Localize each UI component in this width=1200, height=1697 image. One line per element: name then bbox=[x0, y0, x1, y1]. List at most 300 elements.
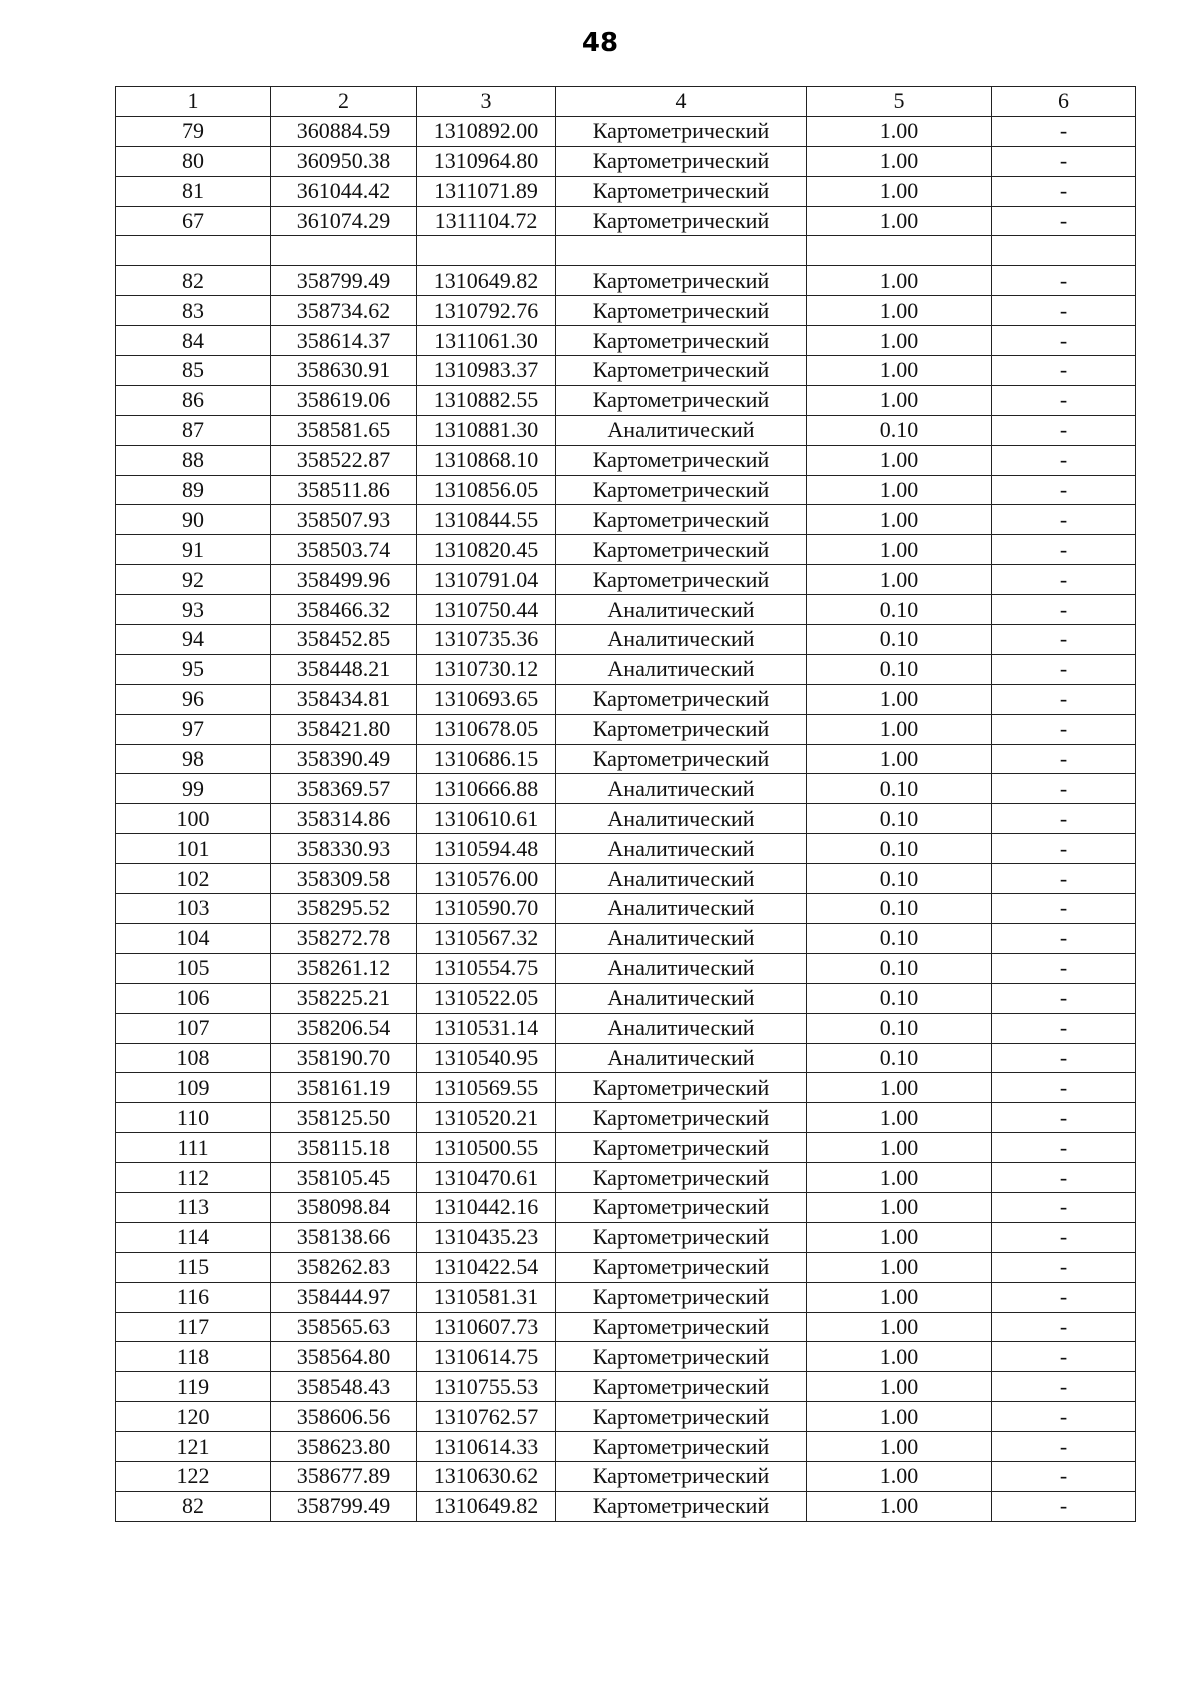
table-cell: 1.00 bbox=[807, 1073, 992, 1103]
table-cell: 1.00 bbox=[807, 535, 992, 565]
table-cell: 116 bbox=[116, 1282, 271, 1312]
table-cell: Картометрический bbox=[556, 1163, 807, 1193]
table-cell: 1.00 bbox=[807, 1342, 992, 1372]
table-row bbox=[116, 385, 1136, 415]
table-cell: Картометрический bbox=[556, 505, 807, 535]
table-cell: 106 bbox=[116, 983, 271, 1013]
table-cell: Аналитический bbox=[556, 654, 807, 684]
table-cell: Картометрический bbox=[556, 744, 807, 774]
table-cell: 1310522.05 bbox=[417, 983, 556, 1013]
table-cell: 111 bbox=[116, 1133, 271, 1163]
table-cell: Картометрический bbox=[556, 296, 807, 326]
table-cell: 1310762.57 bbox=[417, 1402, 556, 1432]
table-row bbox=[116, 684, 1136, 714]
table-cell: 358507.93 bbox=[271, 505, 417, 535]
table-cell: 1.00 bbox=[807, 206, 992, 236]
table-cell: - bbox=[992, 1402, 1136, 1432]
table-cell: 1310983.37 bbox=[417, 356, 556, 386]
table-cell: 119 bbox=[116, 1372, 271, 1402]
table-cell: 1310730.12 bbox=[417, 654, 556, 684]
table-cell: 0.10 bbox=[807, 625, 992, 655]
table-cell: 1.00 bbox=[807, 385, 992, 415]
table-row bbox=[116, 505, 1136, 535]
table-cell: 358369.57 bbox=[271, 774, 417, 804]
table-cell: 113 bbox=[116, 1192, 271, 1222]
table-row bbox=[116, 176, 1136, 206]
table-cell: 360950.38 bbox=[271, 146, 417, 176]
table-cell: 361074.29 bbox=[271, 206, 417, 236]
table-cell: - bbox=[992, 1013, 1136, 1043]
table-cell: 0.10 bbox=[807, 834, 992, 864]
table-cell: 1310581.31 bbox=[417, 1282, 556, 1312]
header-cell: 6 bbox=[992, 87, 1136, 117]
table-cell: 79 bbox=[116, 116, 271, 146]
table-row bbox=[116, 1192, 1136, 1222]
table-cell: 99 bbox=[116, 774, 271, 804]
table-row bbox=[116, 236, 1136, 266]
table-cell: 1310735.36 bbox=[417, 625, 556, 655]
table-cell: 89 bbox=[116, 475, 271, 505]
table-cell: 0.10 bbox=[807, 1013, 992, 1043]
table-cell: - bbox=[992, 116, 1136, 146]
table-row bbox=[116, 1133, 1136, 1163]
table-cell: 358452.85 bbox=[271, 625, 417, 655]
table-cell: 358466.32 bbox=[271, 595, 417, 625]
table-cell: Картометрический bbox=[556, 1402, 807, 1432]
table-cell: 118 bbox=[116, 1342, 271, 1372]
table-row bbox=[116, 625, 1136, 655]
table-row bbox=[116, 1402, 1136, 1432]
table-cell: 1310614.33 bbox=[417, 1432, 556, 1462]
table-cell: Картометрический bbox=[556, 1192, 807, 1222]
table-cell: - bbox=[992, 1163, 1136, 1193]
table-cell: - bbox=[992, 1073, 1136, 1103]
table-cell: 88 bbox=[116, 445, 271, 475]
table-cell: - bbox=[992, 176, 1136, 206]
table-cell: - bbox=[992, 1043, 1136, 1073]
table-cell: Аналитический bbox=[556, 804, 807, 834]
table-cell: 114 bbox=[116, 1222, 271, 1252]
table-cell: 358619.06 bbox=[271, 385, 417, 415]
table-cell: 360884.59 bbox=[271, 116, 417, 146]
table-row bbox=[116, 1461, 1136, 1491]
table-row bbox=[116, 744, 1136, 774]
table-cell: - bbox=[992, 625, 1136, 655]
table-cell: 83 bbox=[116, 296, 271, 326]
table-cell: 97 bbox=[116, 714, 271, 744]
table-cell: 358115.18 bbox=[271, 1133, 417, 1163]
table-cell bbox=[992, 236, 1136, 266]
table-cell: - bbox=[992, 296, 1136, 326]
table-cell: 1.00 bbox=[807, 1192, 992, 1222]
table-cell: 1310540.95 bbox=[417, 1043, 556, 1073]
table-cell: Аналитический bbox=[556, 1013, 807, 1043]
table-cell: 0.10 bbox=[807, 894, 992, 924]
table-cell: Картометрический bbox=[556, 1491, 807, 1521]
table-cell: 358799.49 bbox=[271, 266, 417, 296]
table-cell: 1310792.76 bbox=[417, 296, 556, 326]
table-cell: Картометрический bbox=[556, 385, 807, 415]
table-cell: Аналитический bbox=[556, 625, 807, 655]
table-cell: 358206.54 bbox=[271, 1013, 417, 1043]
table-cell: Картометрический bbox=[556, 176, 807, 206]
table-row bbox=[116, 1372, 1136, 1402]
table-cell: - bbox=[992, 923, 1136, 953]
table-row bbox=[116, 864, 1136, 894]
table-cell: Аналитический bbox=[556, 923, 807, 953]
table-cell: Картометрический bbox=[556, 1312, 807, 1342]
table-cell: 1310791.04 bbox=[417, 565, 556, 595]
header-cell: 4 bbox=[556, 87, 807, 117]
table-row bbox=[116, 1252, 1136, 1282]
table-cell: Картометрический bbox=[556, 1372, 807, 1402]
table-row bbox=[116, 834, 1136, 864]
table-cell: - bbox=[992, 595, 1136, 625]
table-cell: 1.00 bbox=[807, 116, 992, 146]
table-cell: Картометрический bbox=[556, 1282, 807, 1312]
table-cell: Картометрический bbox=[556, 1461, 807, 1491]
table-cell: 358630.91 bbox=[271, 356, 417, 386]
table-cell: - bbox=[992, 565, 1136, 595]
table-cell: - bbox=[992, 356, 1136, 386]
table-cell: 1.00 bbox=[807, 326, 992, 356]
table-cell: 358190.70 bbox=[271, 1043, 417, 1073]
table-cell: Картометрический bbox=[556, 1252, 807, 1282]
table-cell: 100 bbox=[116, 804, 271, 834]
table-cell: 1.00 bbox=[807, 176, 992, 206]
table-row bbox=[116, 326, 1136, 356]
table-cell: 1.00 bbox=[807, 356, 992, 386]
table-cell: 1310435.23 bbox=[417, 1222, 556, 1252]
table-cell: 1.00 bbox=[807, 1402, 992, 1432]
table-cell: 94 bbox=[116, 625, 271, 655]
table-cell: Аналитический bbox=[556, 983, 807, 1013]
table-cell: 1.00 bbox=[807, 1432, 992, 1462]
table-cell: 1.00 bbox=[807, 1222, 992, 1252]
table-cell: 1.00 bbox=[807, 1252, 992, 1282]
table-row bbox=[116, 983, 1136, 1013]
table-cell: 358434.81 bbox=[271, 684, 417, 714]
table-row bbox=[116, 445, 1136, 475]
table-row bbox=[116, 146, 1136, 176]
table-cell: 1.00 bbox=[807, 1282, 992, 1312]
table-cell: 1.00 bbox=[807, 296, 992, 326]
table-cell: 358499.96 bbox=[271, 565, 417, 595]
table-cell: Картометрический bbox=[556, 146, 807, 176]
table-row bbox=[116, 1282, 1136, 1312]
table-cell: 1311071.89 bbox=[417, 176, 556, 206]
table-cell: Картометрический bbox=[556, 1432, 807, 1462]
table-cell: 358799.49 bbox=[271, 1491, 417, 1521]
table-cell: 96 bbox=[116, 684, 271, 714]
table-cell: 1310569.55 bbox=[417, 1073, 556, 1103]
table-cell: 86 bbox=[116, 385, 271, 415]
table-cell: 1310554.75 bbox=[417, 953, 556, 983]
table-cell: 120 bbox=[116, 1402, 271, 1432]
table-cell: 81 bbox=[116, 176, 271, 206]
table-cell: 103 bbox=[116, 894, 271, 924]
table-cell: 1310649.82 bbox=[417, 266, 556, 296]
table-cell: 1310693.65 bbox=[417, 684, 556, 714]
table-cell: 110 bbox=[116, 1103, 271, 1133]
table-cell: Картометрический bbox=[556, 1073, 807, 1103]
header-row bbox=[116, 87, 1136, 117]
table-cell: 1.00 bbox=[807, 505, 992, 535]
table-cell: - bbox=[992, 744, 1136, 774]
table-row bbox=[116, 206, 1136, 236]
table-cell: 358564.80 bbox=[271, 1342, 417, 1372]
table-cell: 1310881.30 bbox=[417, 415, 556, 445]
table-cell: 1310882.55 bbox=[417, 385, 556, 415]
header-cell: 3 bbox=[417, 87, 556, 117]
table-row bbox=[116, 475, 1136, 505]
table-cell bbox=[417, 236, 556, 266]
table-cell: 361044.42 bbox=[271, 176, 417, 206]
table-cell: Картометрический bbox=[556, 206, 807, 236]
table-cell: - bbox=[992, 894, 1136, 924]
table-cell: 358511.86 bbox=[271, 475, 417, 505]
table-cell: - bbox=[992, 1461, 1136, 1491]
table-cell: 1310607.73 bbox=[417, 1312, 556, 1342]
table-cell: 358421.80 bbox=[271, 714, 417, 744]
table-cell: - bbox=[992, 445, 1136, 475]
table-cell: - bbox=[992, 953, 1136, 983]
table-cell: 84 bbox=[116, 326, 271, 356]
table-cell: Картометрический bbox=[556, 1342, 807, 1372]
table-cell: Картометрический bbox=[556, 475, 807, 505]
table-row bbox=[116, 535, 1136, 565]
table-cell: Картометрический bbox=[556, 1222, 807, 1252]
table-cell: 1310470.61 bbox=[417, 1163, 556, 1193]
table-row bbox=[116, 1043, 1136, 1073]
table-cell: 1310442.16 bbox=[417, 1192, 556, 1222]
table-cell: 85 bbox=[116, 356, 271, 386]
table-row bbox=[116, 296, 1136, 326]
table-row bbox=[116, 415, 1136, 445]
table-cell: - bbox=[992, 146, 1136, 176]
table-cell: 358606.56 bbox=[271, 1402, 417, 1432]
table-cell: 1310750.44 bbox=[417, 595, 556, 625]
table-cell: - bbox=[992, 505, 1136, 535]
table-cell: - bbox=[992, 983, 1136, 1013]
table-cell: 1310422.54 bbox=[417, 1252, 556, 1282]
table-cell: 122 bbox=[116, 1461, 271, 1491]
table-cell: 1.00 bbox=[807, 146, 992, 176]
table-cell: 91 bbox=[116, 535, 271, 565]
table-cell: 1.00 bbox=[807, 1103, 992, 1133]
table-row bbox=[116, 714, 1136, 744]
table-cell: 0.10 bbox=[807, 804, 992, 834]
table-cell: 1.00 bbox=[807, 1133, 992, 1163]
table-row bbox=[116, 953, 1136, 983]
table-cell: 1310614.75 bbox=[417, 1342, 556, 1372]
table-row bbox=[116, 1432, 1136, 1462]
table-cell: 1310590.70 bbox=[417, 894, 556, 924]
table-cell: 1310630.62 bbox=[417, 1461, 556, 1491]
table-cell: 0.10 bbox=[807, 923, 992, 953]
table-cell bbox=[807, 236, 992, 266]
table-cell: 1310964.80 bbox=[417, 146, 556, 176]
table-cell: - bbox=[992, 654, 1136, 684]
table-cell: 358105.45 bbox=[271, 1163, 417, 1193]
table-cell: - bbox=[992, 1491, 1136, 1521]
table-cell: - bbox=[992, 475, 1136, 505]
table-cell: 358677.89 bbox=[271, 1461, 417, 1491]
table-cell: 358138.66 bbox=[271, 1222, 417, 1252]
table-cell: 1.00 bbox=[807, 684, 992, 714]
table-cell: 358098.84 bbox=[271, 1192, 417, 1222]
table-cell: 358565.63 bbox=[271, 1312, 417, 1342]
table-cell: Аналитический bbox=[556, 774, 807, 804]
table-cell: 104 bbox=[116, 923, 271, 953]
table-cell: 1.00 bbox=[807, 266, 992, 296]
header-cell: 1 bbox=[116, 87, 271, 117]
table-row bbox=[116, 1342, 1136, 1372]
table-cell: Аналитический bbox=[556, 953, 807, 983]
table-cell: Картометрический bbox=[556, 326, 807, 356]
table-cell: - bbox=[992, 1222, 1136, 1252]
table-cell: - bbox=[992, 415, 1136, 445]
table-cell: - bbox=[992, 385, 1136, 415]
table-cell: 1.00 bbox=[807, 565, 992, 595]
table-row bbox=[116, 1073, 1136, 1103]
table-cell: 107 bbox=[116, 1013, 271, 1043]
table-cell: - bbox=[992, 1312, 1136, 1342]
table-cell: 80 bbox=[116, 146, 271, 176]
table-cell: - bbox=[992, 834, 1136, 864]
table-cell: 117 bbox=[116, 1312, 271, 1342]
table-cell: 1.00 bbox=[807, 1372, 992, 1402]
table-cell: Аналитический bbox=[556, 1043, 807, 1073]
page-number: 48 bbox=[581, 28, 619, 58]
table-cell: 108 bbox=[116, 1043, 271, 1073]
table-cell: Картометрический bbox=[556, 714, 807, 744]
table-cell: 112 bbox=[116, 1163, 271, 1193]
table-cell bbox=[556, 236, 807, 266]
table-cell: 1.00 bbox=[807, 744, 992, 774]
table-row bbox=[116, 266, 1136, 296]
table-cell: 1311061.30 bbox=[417, 326, 556, 356]
table-cell: - bbox=[992, 1342, 1136, 1372]
table-cell: Картометрический bbox=[556, 1103, 807, 1133]
table-row bbox=[116, 774, 1136, 804]
table-cell: 1310892.00 bbox=[417, 116, 556, 146]
table-cell: 1310755.53 bbox=[417, 1372, 556, 1402]
table-cell: 1.00 bbox=[807, 475, 992, 505]
table-cell bbox=[271, 236, 417, 266]
table-cell: 1310649.82 bbox=[417, 1491, 556, 1521]
table-cell: - bbox=[992, 684, 1136, 714]
table-row bbox=[116, 1491, 1136, 1521]
table-cell: Картометрический bbox=[556, 445, 807, 475]
table-row bbox=[116, 116, 1136, 146]
table-cell: - bbox=[992, 535, 1136, 565]
table-row bbox=[116, 1222, 1136, 1252]
table-cell: 1310500.55 bbox=[417, 1133, 556, 1163]
table-cell: 0.10 bbox=[807, 953, 992, 983]
table-cell: 358330.93 bbox=[271, 834, 417, 864]
table-row bbox=[116, 654, 1136, 684]
table-body bbox=[116, 116, 1136, 1521]
table-cell: - bbox=[992, 1372, 1136, 1402]
table-cell: 358522.87 bbox=[271, 445, 417, 475]
table-cell: 105 bbox=[116, 953, 271, 983]
table-cell: 358261.12 bbox=[271, 953, 417, 983]
table-cell: 0.10 bbox=[807, 595, 992, 625]
table-cell: Картометрический bbox=[556, 684, 807, 714]
table-row bbox=[116, 1312, 1136, 1342]
table-cell: - bbox=[992, 1432, 1136, 1462]
table-cell: 358448.21 bbox=[271, 654, 417, 684]
table-cell: 1310610.61 bbox=[417, 804, 556, 834]
table-row bbox=[116, 565, 1136, 595]
table-cell: 87 bbox=[116, 415, 271, 445]
table-cell: 358614.37 bbox=[271, 326, 417, 356]
table-cell: - bbox=[992, 266, 1136, 296]
table-cell: 90 bbox=[116, 505, 271, 535]
table-cell: 358272.78 bbox=[271, 923, 417, 953]
table-cell: 1310678.05 bbox=[417, 714, 556, 744]
table-cell: Аналитический bbox=[556, 415, 807, 445]
table-cell: Картометрический bbox=[556, 1133, 807, 1163]
table-cell: Картометрический bbox=[556, 116, 807, 146]
table-cell: 358309.58 bbox=[271, 864, 417, 894]
table-cell: Картометрический bbox=[556, 565, 807, 595]
table-cell: Аналитический bbox=[556, 595, 807, 625]
table-cell: 1.00 bbox=[807, 714, 992, 744]
table-cell: 1.00 bbox=[807, 445, 992, 475]
table-cell: 93 bbox=[116, 595, 271, 625]
table-cell: Аналитический bbox=[556, 834, 807, 864]
table-cell: - bbox=[992, 864, 1136, 894]
table-cell: 1.00 bbox=[807, 1461, 992, 1491]
table-cell: - bbox=[992, 326, 1136, 356]
table-cell: 0.10 bbox=[807, 864, 992, 894]
table-row bbox=[116, 595, 1136, 625]
table-cell: 95 bbox=[116, 654, 271, 684]
table-cell: 1311104.72 bbox=[417, 206, 556, 236]
table-cell: 358262.83 bbox=[271, 1252, 417, 1282]
header-cell: 5 bbox=[807, 87, 992, 117]
table-cell: - bbox=[992, 1103, 1136, 1133]
table-cell: 0.10 bbox=[807, 415, 992, 445]
table-cell: 1310844.55 bbox=[417, 505, 556, 535]
table-cell: 0.10 bbox=[807, 983, 992, 1013]
table-cell: Картометрический bbox=[556, 266, 807, 296]
table-cell: - bbox=[992, 1252, 1136, 1282]
table-cell: 358225.21 bbox=[271, 983, 417, 1013]
table-cell: 98 bbox=[116, 744, 271, 774]
table-cell: - bbox=[992, 714, 1136, 744]
table-cell: 1310868.10 bbox=[417, 445, 556, 475]
table-cell: 1310820.45 bbox=[417, 535, 556, 565]
table-cell: - bbox=[992, 804, 1136, 834]
table-header bbox=[116, 87, 1136, 117]
table-cell: 1.00 bbox=[807, 1491, 992, 1521]
coordinates-table bbox=[115, 86, 1136, 1522]
table-cell: 92 bbox=[116, 565, 271, 595]
table-cell: 358581.65 bbox=[271, 415, 417, 445]
table-cell: 358623.80 bbox=[271, 1432, 417, 1462]
table-cell: 82 bbox=[116, 266, 271, 296]
table-cell: 0.10 bbox=[807, 774, 992, 804]
table-cell: Картометрический bbox=[556, 535, 807, 565]
table-cell: Картометрический bbox=[556, 356, 807, 386]
table-cell: 1310520.21 bbox=[417, 1103, 556, 1133]
table-cell: 358161.19 bbox=[271, 1073, 417, 1103]
table-cell: 0.10 bbox=[807, 1043, 992, 1073]
table-cell: 0.10 bbox=[807, 654, 992, 684]
